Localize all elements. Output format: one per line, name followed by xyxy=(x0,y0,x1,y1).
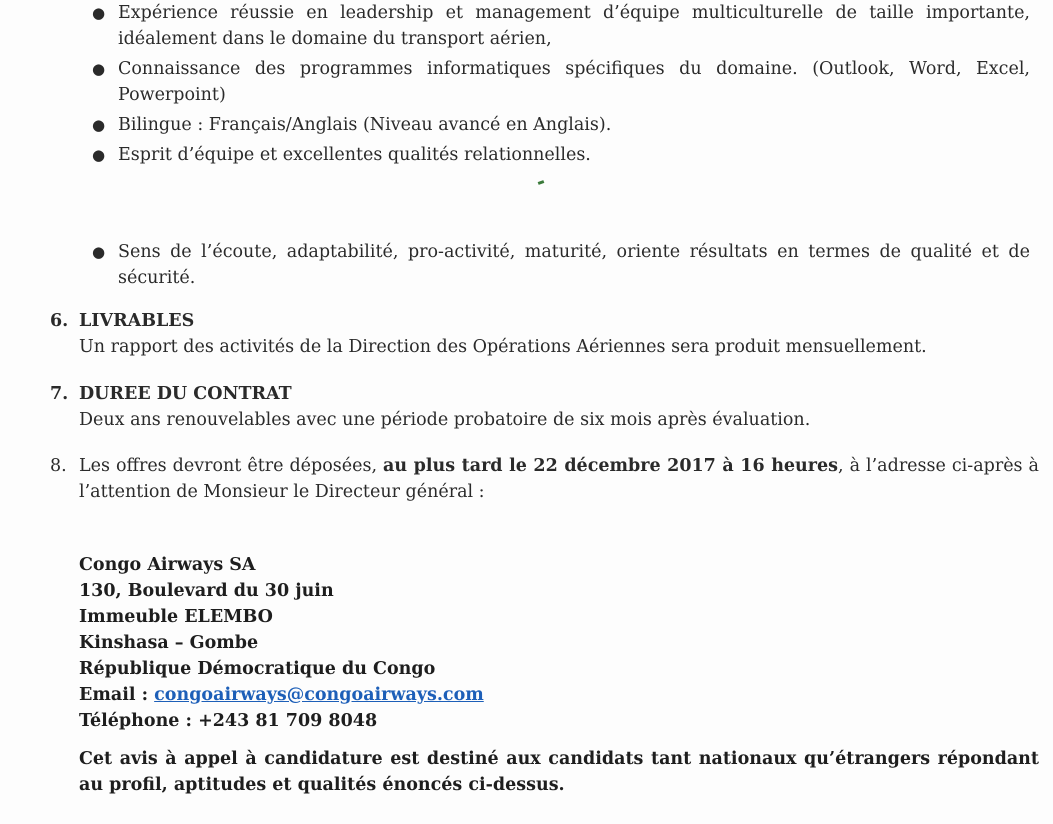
bullet-icon: ● xyxy=(92,60,106,78)
requirements-list xyxy=(90,0,1030,172)
city: Kinshasa – Gombe xyxy=(79,633,259,653)
list-item: ● Esprit d’équipe et excellentes qualités relationnelles. xyxy=(90,142,1030,168)
bullet-icon: ● xyxy=(92,116,106,134)
list-item: ● Connaissance des programmes informatiques spécifiques du domaine. (Outlook, Word, Excel, Powerpoint) xyxy=(90,56,1030,108)
email-label: Email : xyxy=(79,685,155,705)
phone-line xyxy=(79,708,484,734)
list-item: ● Bilingue : Français/Anglais (Niveau avancé en Anglais). xyxy=(90,112,1030,138)
section-heading: LIVRABLES xyxy=(79,311,195,331)
building-name: Immeuble ELEMBO xyxy=(79,607,273,627)
requirements-list-continued xyxy=(90,239,1030,291)
contact-address xyxy=(79,552,484,734)
section-body: Un rapport des activités de la Direction des Opérations Aériennes sera produit mensuellement. xyxy=(79,337,927,357)
list-item: ● Expérience réussie en leadership et management d’équipe multiculturelle de taille importante, idéalement dans le domaine du transport aérien, xyxy=(90,0,1030,52)
section-body: Deux ans renouvelables avec une période probatoire de six mois après évaluation. xyxy=(79,410,811,430)
email-link[interactable]: congoairways@congoairways.com xyxy=(154,685,484,705)
section-number: 6. xyxy=(50,311,69,331)
bullet-icon: ● xyxy=(92,243,106,261)
deadline-text: au plus tard le 22 décembre 2017 à 16 heures xyxy=(383,456,838,476)
company-name: Congo Airways SA xyxy=(79,555,256,575)
phone-label: Téléphone : xyxy=(79,711,199,731)
bullet-icon: ● xyxy=(92,4,106,22)
street-address: 130, Boulevard du 30 juin xyxy=(79,581,334,601)
section-number: 7. xyxy=(50,384,69,404)
phone-number: +243 81 709 8048 xyxy=(198,711,378,731)
section-heading: DUREE DU CONTRAT xyxy=(79,384,292,404)
email-line xyxy=(79,682,484,708)
list-item: ● Sens de l’écoute, adaptabilité, pro-activité, maturité, oriente résultats en termes de qualité et de sécurité. xyxy=(90,239,1030,291)
country: République Démocratique du Congo xyxy=(79,659,436,679)
section-body: Les offres devront être déposées, au plus tard le 22 décembre 2017 à 16 heures, à l’adresse ci-après à l’attention de Monsieur le Directeur général : xyxy=(79,456,1039,502)
closing-statement: Cet avis à appel à candidature est destiné aux candidats tant nationaux qu’étrangers répondant au profil, aptitudes et qualités énoncés ci-dessus. xyxy=(79,749,1039,795)
bullet-icon: ● xyxy=(92,146,106,164)
section-number: 8. xyxy=(50,456,67,476)
scan-mark xyxy=(538,180,545,185)
